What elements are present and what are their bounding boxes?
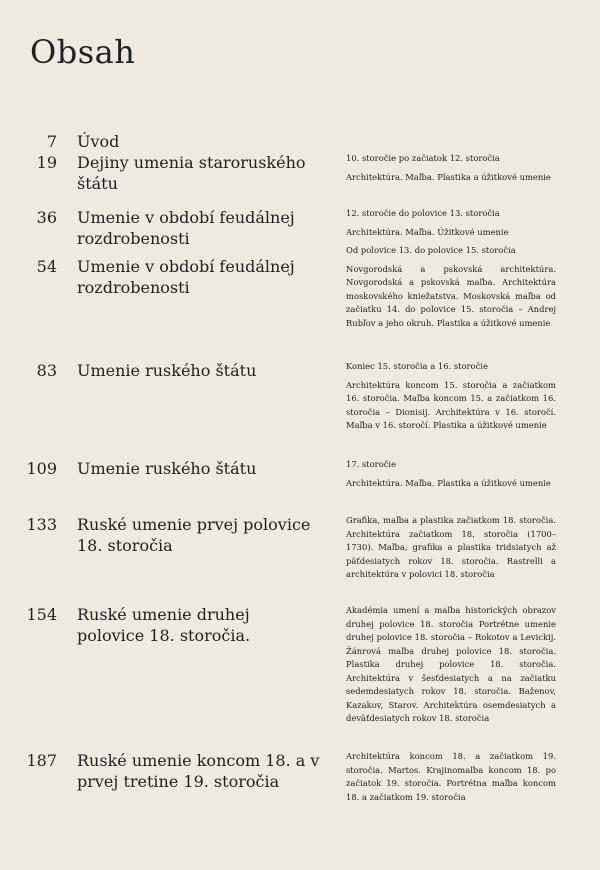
- chapter-summary: [346, 514, 556, 582]
- chapter-summary: [346, 750, 556, 804]
- chapter-title: Ruské umenie koncom 18. a v prvej tretine 19. storočia: [77, 751, 320, 791]
- chapter-summary: [346, 360, 556, 433]
- chapter-topics: Architektúra koncom 18. a začiatkom 19. storočia. Martos. Krajinomaľba koncom 18. po začiatok 19. storočia. Portrétna maľba koncom 18. a začiatkom 19. storočia: [346, 751, 556, 802]
- chapter-title: Dejiny umenia staroruského štátu: [77, 153, 306, 193]
- chapter-topics: Architektúra. Maľba. Úžitkové umenie: [346, 226, 509, 237]
- page-number: 7: [46, 132, 57, 151]
- chapter-summary: [346, 207, 556, 239]
- page-number: 133: [26, 515, 57, 534]
- page-title: Obsah: [30, 33, 136, 71]
- page-number: 54: [36, 257, 57, 276]
- chapter-summary: [346, 152, 556, 184]
- chapter-period: 12. storočie do polovice 13. storočia: [346, 208, 500, 218]
- chapter-summary: [346, 244, 556, 330]
- page-number: 83: [36, 361, 57, 380]
- chapter-title: Úvod: [77, 132, 120, 151]
- chapter-title: Umenie v období feudálnej rozdrobenosti: [77, 257, 295, 297]
- chapter-period: 10. storočie po začiatok 12. storočia: [346, 153, 500, 163]
- page-number: 19: [36, 153, 57, 172]
- chapter-period: 17. storočie: [346, 459, 397, 469]
- page-number: 187: [26, 751, 57, 770]
- chapter-title: Umenie v období feudálnej rozdrobenosti: [77, 208, 295, 248]
- chapter-topics: Architektúra. Maľba. Plastika a úžitkové umenie: [346, 171, 551, 182]
- page-number: 154: [26, 605, 57, 624]
- chapter-title: Umenie ruského štátu: [77, 361, 257, 380]
- chapter-title: Umenie ruského štátu: [77, 459, 257, 478]
- chapter-topics: Novgorodská a pskovská architektúra. Novgorodská a pskovská maľba. Architektúra moskovského kniežatstva. Moskovská maľba od začiatku 14. do polovice 15. storočia – Andrej Rubľov a jeho okruh. Plastika a úžitkové umenie: [346, 263, 556, 328]
- show-through-decoration: [300, 38, 570, 109]
- chapter-title: Ruské umenie prvej polovice 18. storočia: [77, 515, 311, 555]
- chapter-topics: Architektúra. Maľba. Plastika a úžitkové umenie: [346, 477, 551, 488]
- chapter-period: Koniec 15. storočia a 16. storočie: [346, 361, 488, 371]
- chapter-topics: Akadémia umení a maľba historických obrazov druhej polovice 18. storočia Portrétne umenie druhej polovice 18. storočia – Rokotov a Levickij. Žánrová maľba druhej polovice 18. storočia. Plastika druhej polovice 18. storočia. Architektúra v šesťdesiatych a na začiatku sedemdesiatych rokov 18. storočia. Baženov, Kazakov, Starov. Architektúra osemdesiatych a deväťdesiatych rokov 18. storočia: [346, 605, 556, 723]
- page-number: 36: [36, 208, 57, 227]
- chapter-summary: [346, 604, 556, 726]
- chapter-period: Od polovice 13. do polovice 15. storočia: [346, 245, 516, 255]
- chapter-title: Ruské umenie druhej polovice 18. storočia.: [77, 605, 251, 645]
- chapter-topics: Architektúra koncom 15. storočia a začiatkom 16. storočia. Maľba koncom 15. a začiatkom 16. storočia – Dionisij. Architektúra v 16. storočí. Maľba v 16. storočí. Plastika a úžitkové umenie: [346, 379, 556, 430]
- page-number: 109: [26, 459, 57, 478]
- chapter-summary: [346, 458, 556, 490]
- chapter-topics: Grafika, maľba a plastika začiatkom 18. storočia. Architektúra začiatkom 18. storočia (1700–1730). Maľba, grafika a plastika tridsiatych až päťdesiatych rokov 18. storočia. Rastrelli a architektúra v polovici 18. storočia: [346, 515, 556, 579]
